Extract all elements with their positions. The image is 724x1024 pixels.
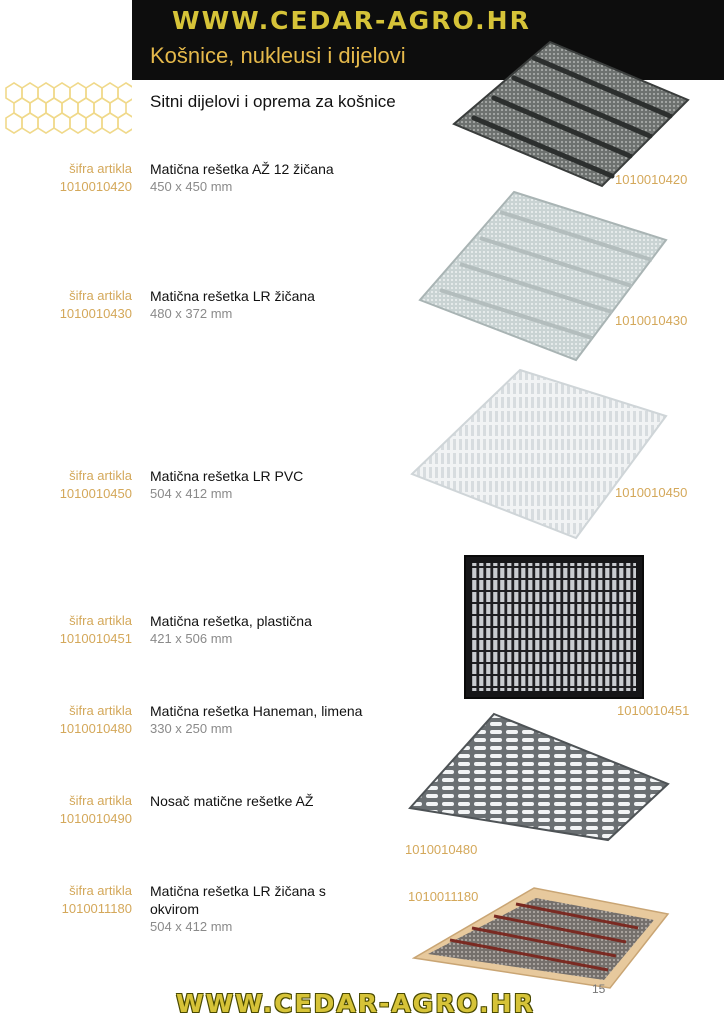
image-code-label: 1010010420 — [615, 172, 688, 187]
code-label: šifra artikla — [69, 161, 132, 176]
image-code-label: 1010011180 — [408, 889, 479, 904]
image-code-label: 1010010451 — [617, 703, 690, 718]
product-code-block — [0, 160, 132, 196]
product-code-block — [0, 467, 132, 503]
product-image-excluder-plastic — [464, 555, 644, 699]
code-label: šifra artikla — [69, 288, 132, 303]
product-dimensions: 504 x 412 mm — [150, 919, 233, 934]
product-name: Matična rešetka LR PVC — [150, 468, 304, 484]
code-label: šifra artikla — [69, 793, 132, 808]
header-site-url[interactable]: WWW.CEDAR-AGRO.HR — [172, 6, 531, 35]
honeycomb-decoration — [0, 80, 132, 135]
page-number: 15 — [592, 982, 606, 996]
product-code-block — [0, 612, 132, 648]
product-image-excluder-az12 — [452, 40, 692, 190]
product-code: 1010011180 — [61, 901, 132, 916]
product-name: Matična rešetka, plastična — [150, 613, 312, 629]
section-title: Sitni dijelovi i oprema za košnice — [150, 92, 396, 111]
footer-site-url[interactable]: WWW.CEDAR-AGRO.HR — [176, 989, 535, 1018]
code-label: šifra artikla — [69, 883, 132, 898]
product-dimensions: 480 x 372 mm — [150, 306, 233, 321]
product-name: Matična rešetka LR žičana s okvirom — [150, 883, 326, 917]
image-code-label: 1010010450 — [615, 485, 688, 500]
product-dimensions: 504 x 412 mm — [150, 486, 233, 501]
image-code-label: 1010010480 — [405, 842, 478, 857]
product-code: 1010010480 — [59, 721, 132, 736]
product-code-block — [0, 702, 132, 738]
header-title: Košnice, nukleusi i dijelovi — [150, 43, 406, 68]
product-name: Matična rešetka AŽ 12 žičana — [150, 161, 334, 177]
code-label: šifra artikla — [69, 613, 132, 628]
product-dimensions: 421 x 506 mm — [150, 631, 233, 646]
code-label: šifra artikla — [69, 468, 132, 483]
product-code-block — [0, 792, 132, 828]
product-dimensions: 450 x 450 mm — [150, 179, 233, 194]
product-image-excluder-framed — [412, 886, 670, 990]
product-image-excluder-lr-wire — [418, 190, 668, 362]
product-code-block — [0, 287, 132, 323]
product-image-excluder-haneman — [408, 712, 670, 842]
code-label: šifra artikla — [69, 703, 132, 718]
product-name: Matična rešetka LR žičana — [150, 288, 315, 304]
image-code-label: 1010010430 — [615, 313, 688, 328]
product-code: 1010010450 — [59, 486, 132, 501]
product-code-block — [0, 882, 132, 918]
product-code: 1010010430 — [59, 306, 132, 321]
product-image-excluder-lr-pvc — [410, 368, 668, 540]
product-code: 1010010420 — [59, 179, 132, 194]
product-name: Nosač matične rešetke AŽ — [150, 793, 314, 809]
product-name: Matična rešetka Haneman, limena — [150, 703, 363, 719]
product-dimensions: 330 x 250 mm — [150, 721, 233, 736]
product-code: 1010010490 — [59, 811, 132, 826]
product-code: 1010010451 — [59, 631, 132, 646]
